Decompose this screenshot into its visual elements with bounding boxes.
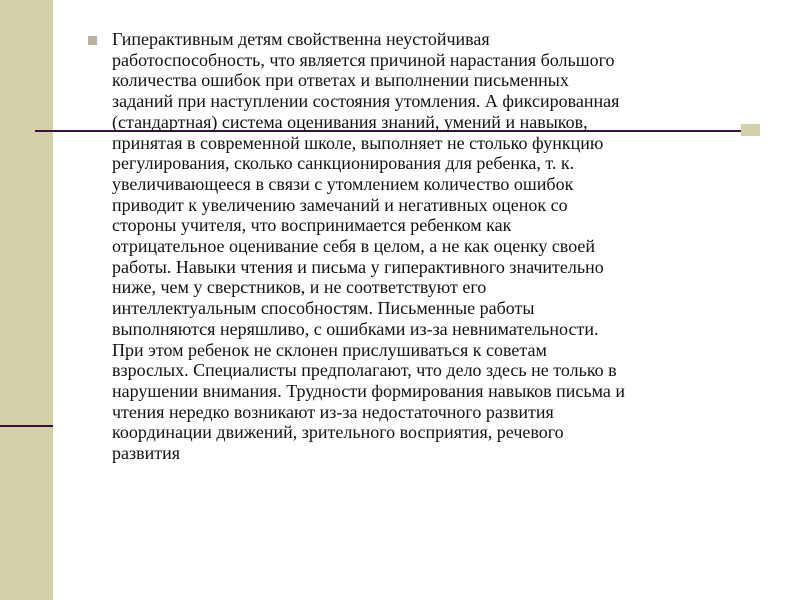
body-text: [112, 29, 625, 464]
square-bullet-icon: [88, 36, 97, 45]
text-line: количества ошибок при ответах и выполнении письменных: [112, 70, 569, 91]
slide-content: [88, 29, 758, 464]
text-line: интеллектуальным способностям. Письменные работы: [112, 298, 535, 319]
left-decor-line: [0, 425, 53, 427]
text-line: приводит к увеличению замечаний и негативных оценок со: [112, 194, 568, 215]
text-line: При этом ребенок не склонен прислушиваться к советам: [112, 339, 547, 360]
bullet-item: [88, 29, 758, 464]
text-line: регулирования, сколько санкционирования для ребенка, т. к.: [112, 153, 575, 174]
text-line: взрослых. Специалисты предполагают, что дело здесь не только в: [112, 360, 617, 381]
text-line: (стандартная) система оценивания знаний, умений и навыков,: [112, 111, 588, 132]
text-line: заданий при наступлении состояния утомления. А фиксированная: [112, 91, 620, 112]
text-line: координации движений, зрительного восприятия, речевого: [112, 422, 564, 443]
text-line: принятая в современной школе, выполняет не столько функцию: [112, 132, 604, 153]
text-line: работы. Навыки чтения и письма у гиперактивного значительно: [112, 256, 604, 277]
text-line: развития: [112, 443, 181, 464]
text-line: увеличивающееся в связи с утомлением количество ошибок: [112, 173, 574, 194]
text-line: стороны учителя, что воспринимается ребенком как: [112, 215, 512, 236]
text-line: отрицательное оценивание себя в целом, а не как оценку своей: [112, 236, 596, 257]
text-line: выполняются неряшливо, с ошибками из-за невнимательности.: [112, 318, 599, 339]
left-decor-bar: [0, 0, 53, 600]
text-line: нарушении внимания. Трудности формирования навыков письма и: [112, 380, 625, 401]
text-line: работоспособность, что является причиной нарастания большого: [112, 49, 615, 70]
text-line: чтения нередко возникают из-за недостаточного развития: [112, 401, 554, 422]
text-line: ниже, чем у сверстников, и не соответствуют его: [112, 277, 487, 298]
text-line: Гиперактивным детям свойственна неустойчивая: [112, 29, 490, 49]
